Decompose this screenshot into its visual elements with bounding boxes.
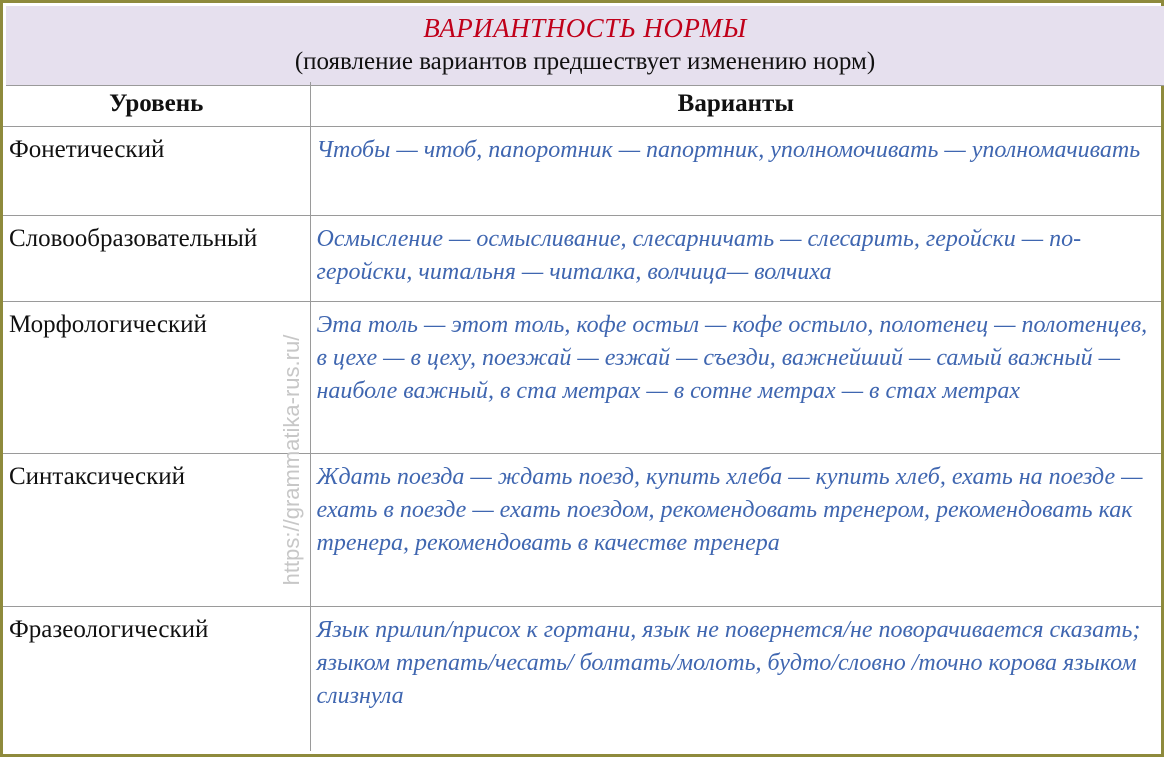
level-cell: Синтаксический: [3, 454, 310, 607]
variants-cell: Эта толь — этот толь, кофе остыл — кофе остыло, полотенец — полотенцев, в цехе — в цеху, поезжай — езжай — съезди, важнейший — самый важный — наиболе важный, в ста метрах — в сотне метрах — в стах метрах: [310, 302, 1161, 454]
table-row: [3, 127, 1161, 216]
variants-cell: Чтобы — чтоб, папоротник — папортник, уполномочивать — уполномачивать: [310, 127, 1161, 216]
variants-cell: [310, 607, 1161, 751]
column-header-level: Уровень: [3, 82, 310, 127]
table-header-row: [3, 82, 1161, 127]
level-cell: Словообразовательный: [3, 216, 310, 302]
table-row: [3, 607, 1161, 751]
level-cell: Фразеологический: [3, 607, 310, 751]
variants-table: [3, 82, 1161, 751]
page-subtitle: (появление вариантов предшествует изменению норм): [294, 48, 876, 75]
table-row: [3, 302, 1161, 454]
table-row: [3, 216, 1161, 302]
variants-cell: Ждать поезда — ждать поезд, купить хлеба — купить хлеб, ехать на поезде — ехать в поезде — ехать поездом, рекомендовать тренером, рекомендовать как тренера, рекомендовать в качестве тренера: [310, 454, 1161, 607]
variants-line: Язык прилип/присох к гортани, язык не повернется/не поворачивается сказать;: [316, 617, 1141, 643]
table-row: [3, 454, 1161, 607]
level-cell: Морфологический: [3, 302, 310, 454]
page-title: ВАРИАНТНОСТЬ НОРМЫ: [423, 13, 747, 43]
title-block: [6, 6, 1164, 86]
watermark-url: https://grammatika-rus.ru/: [279, 334, 304, 586]
variants-line: языком трепать/чесать/ болтать/молоть, будто/словно /точно корова языком слизнула: [316, 650, 1137, 709]
variants-cell: Осмысление — осмысливание, слесарничать — слесарить, геройски — по-геройски, читальня — читалка, волчица— волчиха: [310, 216, 1161, 302]
column-header-variants: Варианты: [310, 82, 1161, 127]
level-cell: Фонетический: [3, 127, 310, 216]
